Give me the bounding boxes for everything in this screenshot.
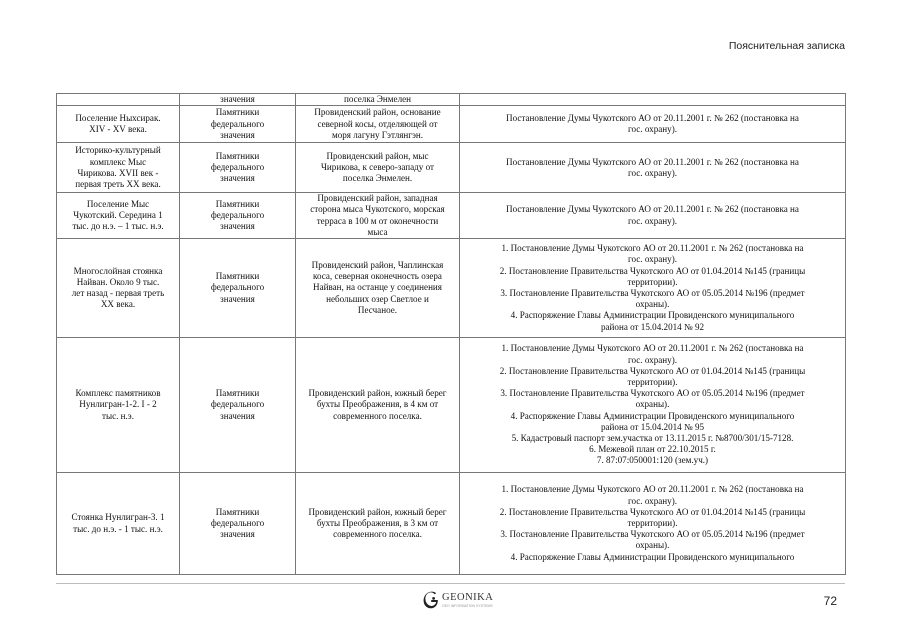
cell-line: 2. Постановление Правительства Чукотского АО от 01.04.2014 №145 (границы — [499, 506, 806, 517]
cell-line: охраны). — [635, 299, 670, 310]
cell-line: 3. Постановление Правительства Чукотского АО от 05.05.2014 №196 (предмет — [500, 388, 805, 399]
cell-line: Песчаное. — [357, 304, 398, 315]
cell-line: территории). — [627, 377, 678, 387]
cell-line: бухты Преображения, в 4 км от — [316, 399, 439, 410]
cell-line: 6. Межевой план от 22.10.2015 г. — [589, 444, 716, 455]
cell-line: значения — [220, 221, 255, 232]
cell-line: 2. Постановление Правительства Чукотского АО от 01.04.2014 №145 (границы — [499, 265, 806, 276]
cell-line: федерального — [210, 162, 265, 173]
cell-line: XIV - XV века. — [89, 124, 147, 135]
documents-cell — [460, 338, 846, 473]
cell-line: Постановление Думы Чукотского АО от 20.11.2001 г. № 262 (постановка на — [506, 204, 799, 215]
table-row — [57, 473, 846, 575]
cell-line: Памятники — [215, 198, 260, 209]
cell-line: Нунлигран-1-2. I - 2 — [79, 399, 157, 410]
cell-line: Постановление Думы Чукотского АО от 20.11.2001 г. № 262 (постановка на — [506, 113, 799, 123]
category-cell — [180, 193, 296, 239]
logo-subtitle: GEO INFORMATION SYSTEMS — [442, 604, 493, 608]
location-cell — [296, 338, 460, 473]
cell-line: гос. охрану). — [627, 495, 678, 506]
cell-line: 5. Кадастровый паспорт зем.участка от 13.11.2015 г. №8700/301/15-7128. — [511, 433, 794, 444]
documents-cell — [460, 193, 846, 239]
cell-line: Найван. Около 9 тыс. — [76, 276, 160, 287]
cell-line: значения — [220, 293, 255, 304]
cell-line: федерального — [210, 517, 265, 528]
cell-line: бухты Преображения, в 3 км от — [316, 517, 439, 528]
footer-divider — [56, 583, 845, 584]
site-name-cell — [57, 143, 180, 193]
site-name-cell — [57, 94, 180, 106]
cell-line: северной косы, отделяющей от — [317, 118, 438, 129]
page-number: 72 — [823, 594, 837, 608]
cell-line: небольших озер Светлое и — [326, 293, 429, 304]
cell-line: гос. охрану). — [627, 354, 678, 365]
category-cell — [180, 143, 296, 193]
category-cell — [180, 94, 296, 106]
cell-line: федерального — [210, 282, 265, 293]
cell-line: 2. Постановление Правительства Чукотского АО от 01.04.2014 №145 (границы — [499, 365, 806, 376]
cell-line: поселка Энмелен. — [342, 173, 413, 184]
cell-line: моря лагуну Гэтлянгэн. — [331, 129, 424, 140]
documents-cell — [460, 94, 846, 106]
cell-line: Провиденский район, южный берег — [308, 388, 447, 399]
documents-cell — [460, 106, 846, 143]
documents-cell — [460, 143, 846, 193]
location-cell — [296, 193, 460, 239]
table-row — [57, 106, 846, 143]
cell-line: района от 15.04.2014 № 92 — [600, 321, 705, 332]
cell-line: территории). — [627, 276, 678, 287]
cell-line: Чирикова. XVII век - — [77, 167, 159, 178]
site-name-cell — [57, 338, 180, 473]
cell-line: тыс. до н.э. - 1 тыс. н.э. — [73, 523, 163, 534]
cell-line: 4. Распоряжение Главы Администрации Провиденского муниципального — [510, 410, 795, 421]
location-cell — [296, 106, 460, 143]
geonika-logo — [423, 590, 523, 612]
cell-line: территории). — [627, 517, 678, 528]
cell-line: Памятники — [215, 506, 260, 517]
cell-line: 3. Постановление Правительства Чукотского АО от 05.05.2014 №196 (предмет — [500, 288, 805, 299]
cell-line: современного поселка. — [333, 410, 422, 421]
cell-line: XX века. — [100, 299, 136, 310]
geonika-logo-icon — [423, 590, 439, 610]
cell-line: Историко-культурный — [75, 145, 161, 156]
table-row — [57, 94, 846, 106]
cell-line: значения — [220, 129, 255, 140]
table-row — [57, 338, 846, 473]
cell-line: гос. охрану). — [627, 124, 678, 135]
cell-line: 1. Постановление Думы Чукотского АО от 20.11.2001 г. № 262 (постановка на — [501, 484, 804, 495]
cell-line: тыс. до н.э. – 1 тыс. н.э. — [72, 221, 164, 232]
documents-cell — [460, 239, 846, 338]
cell-line: тыс. н.э. — [102, 410, 134, 421]
cell-line: Памятники — [215, 388, 260, 399]
table-row — [57, 143, 846, 193]
cell-line: Провиденский район, мыс — [326, 150, 429, 161]
cell-line: поселка Энмелен — [343, 94, 412, 104]
site-name-cell — [57, 239, 180, 338]
cell-line: Поселение Мыс — [86, 198, 150, 209]
cell-line: Стоянка Нунлигран-3. 1 — [71, 512, 165, 523]
location-cell — [296, 473, 460, 575]
cell-line: Найван, на останце у соединения — [313, 282, 442, 293]
cell-line: 1. Постановление Думы Чукотского АО от 20.11.2001 г. № 262 (постановка на — [501, 243, 804, 254]
cell-line: охраны). — [635, 399, 670, 410]
cell-line: Провиденский район, южный берег — [308, 506, 447, 517]
cell-line: 4. Распоряжение Главы Администрации Провиденского муниципального — [510, 551, 795, 562]
heritage-sites-table — [56, 93, 846, 575]
documents-cell — [460, 473, 846, 575]
table-row — [57, 193, 846, 239]
cell-line: федерального — [210, 118, 265, 129]
cell-line: федерального — [210, 399, 265, 410]
cell-line: Памятники — [215, 150, 260, 161]
category-cell — [180, 473, 296, 575]
cell-line: Многослойная стоянка — [73, 265, 163, 276]
site-name-cell — [57, 473, 180, 575]
category-cell — [180, 338, 296, 473]
category-cell — [180, 239, 296, 338]
category-cell — [180, 106, 296, 143]
cell-line: значения — [220, 94, 255, 104]
cell-line: гос. охрану). — [627, 254, 678, 265]
cell-line: Памятники — [215, 271, 260, 282]
cell-line: значения — [220, 173, 255, 184]
cell-line: сторона мыса Чукотского, морская — [310, 204, 445, 215]
cell-line: федерального — [210, 210, 265, 220]
cell-line: гос. охрану). — [627, 167, 678, 178]
cell-line: современного поселка. — [333, 529, 422, 540]
location-cell — [296, 94, 460, 106]
cell-line: мыса — [367, 226, 388, 237]
cell-line: Провиденский район, Чаплинская — [311, 260, 444, 270]
cell-line: Провиденский район, западная — [317, 193, 438, 204]
cell-line: Комплекс памятников — [75, 388, 161, 399]
site-name-cell — [57, 193, 180, 239]
cell-line: 7. 87:07:050001:120 (зем.уч.) — [596, 455, 709, 466]
table-row — [57, 239, 846, 338]
cell-line: 1. Постановление Думы Чукотского АО от 20.11.2001 г. № 262 (постановка на — [501, 343, 804, 354]
cell-line: комплекс Мыс — [89, 156, 147, 167]
cell-line: первая треть XX века. — [75, 178, 161, 189]
cell-line: значения — [220, 410, 255, 421]
cell-line: значения — [220, 529, 255, 540]
location-cell — [296, 239, 460, 338]
cell-line: Поселение Ныхсирак. — [75, 113, 161, 123]
cell-line: района от 15.04.2014 № 95 — [600, 421, 705, 432]
cell-line: коса, северная оконечность озера — [313, 271, 442, 282]
cell-line: 4. Распоряжение Главы Администрации Провиденского муниципального — [510, 310, 795, 321]
cell-line: гос. охрану). — [627, 215, 678, 226]
document-title: Пояснительная записка — [728, 40, 845, 52]
location-cell — [296, 143, 460, 193]
cell-line: Чукотский. Середина 1 — [73, 210, 163, 220]
cell-line: 3. Постановление Правительства Чукотского АО от 05.05.2014 №196 (предмет — [500, 529, 805, 540]
cell-line: лет назад - первая треть — [71, 288, 165, 299]
cell-line: Чирикова, к северо-западу от — [321, 162, 434, 173]
cell-line: Провиденский район, основание — [314, 107, 441, 118]
site-name-cell — [57, 106, 180, 143]
cell-line: терраса в 100 м от оконечности — [316, 215, 439, 226]
cell-line: Постановление Думы Чукотского АО от 20.11.2001 г. № 262 (постановка на — [506, 156, 799, 167]
logo-text: GEONIKA — [442, 592, 494, 603]
cell-line: охраны). — [635, 540, 670, 551]
cell-line: Памятники — [215, 107, 260, 118]
